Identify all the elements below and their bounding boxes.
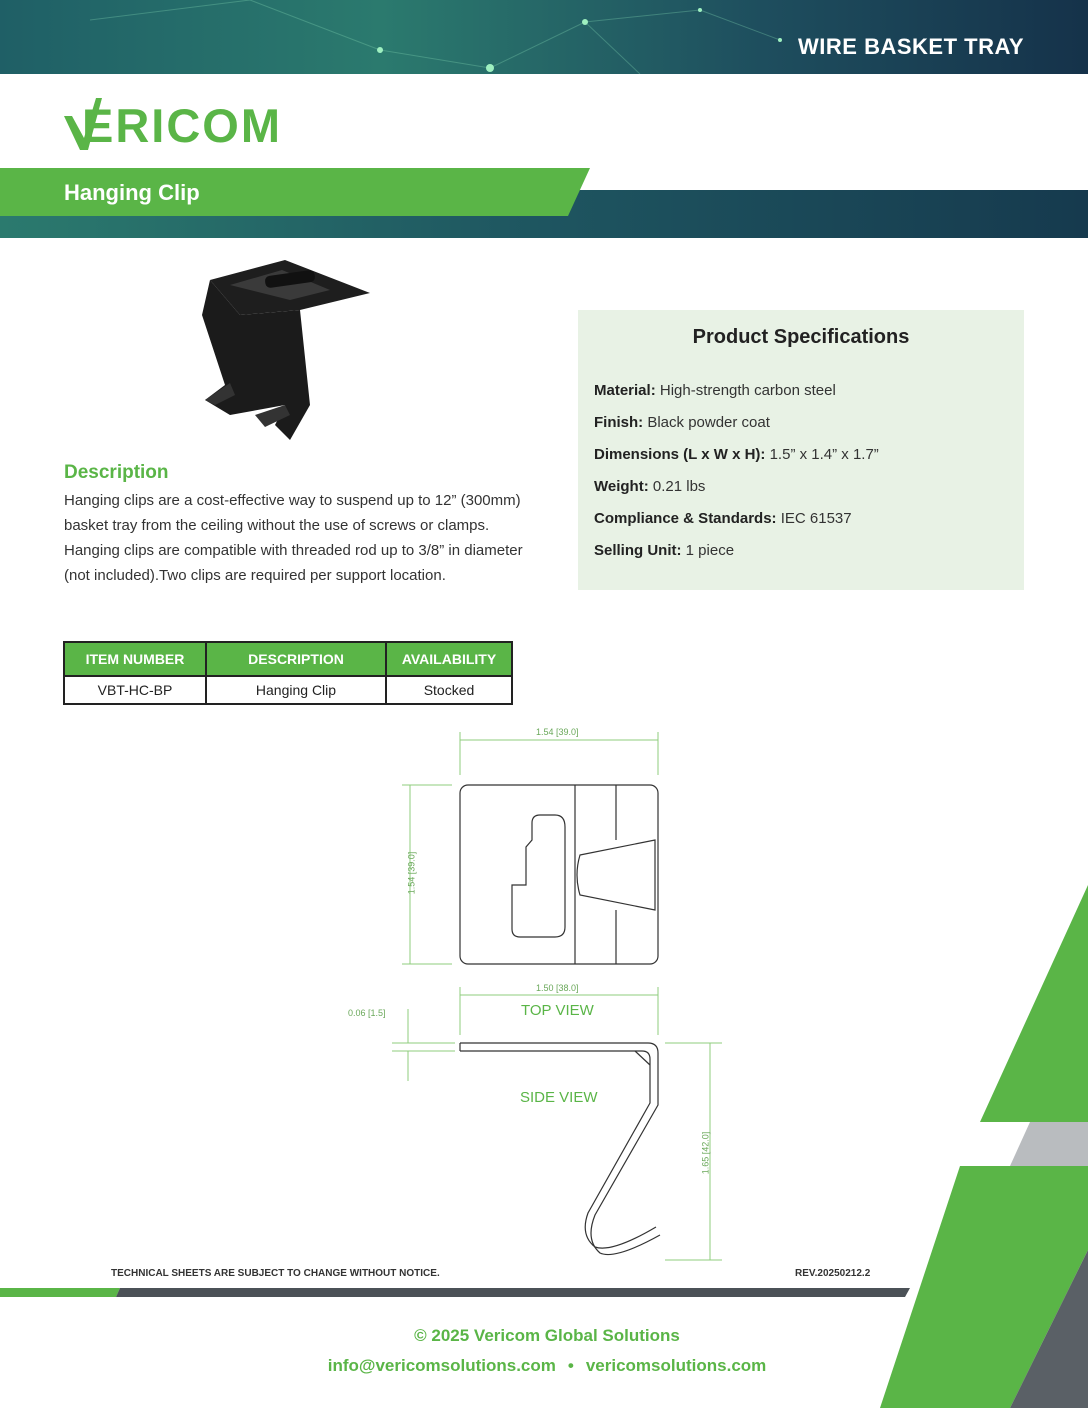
description-heading: Description xyxy=(64,462,169,483)
dim-thickness: 0.06 [1.5] xyxy=(348,1008,386,1018)
item-table xyxy=(63,641,513,705)
separator: • xyxy=(567,1356,574,1375)
specs-heading: Product Specifications xyxy=(692,326,910,348)
specs-box xyxy=(578,310,1024,590)
table-header-row xyxy=(64,642,512,676)
spec-item: Material: High-strength carbon steel xyxy=(594,382,836,399)
revision-code: REV.20250212.2 xyxy=(795,1268,871,1279)
spec-item: Compliance & Standards: IEC 61537 xyxy=(594,510,852,527)
description-body: Hanging clips are a cost-effective way to suspend up to 12” (300mm) basket tray from the ceiling without the use of screws or clamps. Hanging clips are compatible with threaded rod up to 3/8” in diameter (not included).Two clips are required per support location. xyxy=(64,492,523,584)
spec-item: Dimensions (L x W x H): 1.5” x 1.4” x 1.7” xyxy=(594,446,879,463)
spec-item: Weight: 0.21 lbs xyxy=(594,478,706,495)
product-title: Hanging Clip xyxy=(64,180,200,205)
table-row xyxy=(64,676,512,704)
category-title: WIRE BASKET TRAY xyxy=(798,34,1024,59)
top-view-label: TOP VIEW xyxy=(521,1002,594,1019)
vericom-logo xyxy=(62,94,332,154)
table-cell: VBT-HC-BP xyxy=(64,676,206,704)
product-image xyxy=(190,255,380,450)
dim-top-height: 1.54 [39.0] xyxy=(406,851,417,895)
dim-top-width: 1.54 [39.0] xyxy=(536,727,579,737)
spec-item: Selling Unit: 1 piece xyxy=(594,542,735,559)
spec-item: Finish: Black powder coat xyxy=(594,414,770,431)
change-notice: TECHNICAL SHEETS ARE SUBJECT TO CHANGE WITHOUT NOTICE. xyxy=(111,1268,440,1279)
side-view-label: SIDE VIEW xyxy=(520,1089,598,1106)
email-link[interactable]: info@vericomsolutions.com xyxy=(327,1356,556,1375)
copyright: © 2025 Vericom Global Solutions xyxy=(414,1326,680,1345)
website-link[interactable]: vericomsolutions.com xyxy=(585,1356,767,1375)
top-banner xyxy=(0,0,1088,74)
table-cell: Hanging Clip xyxy=(206,676,386,704)
dim-side-height: 1.65 [42.0] xyxy=(700,1131,711,1175)
table-header: ITEM NUMBER xyxy=(64,642,206,676)
technical-drawing xyxy=(330,715,730,1275)
dim-side-width: 1.50 [38.0] xyxy=(536,983,579,993)
footer-bar xyxy=(0,1288,910,1297)
table-cell: Stocked xyxy=(386,676,512,704)
logo-wordmark: ERICOM xyxy=(82,99,282,152)
contact-line xyxy=(0,1356,1088,1376)
table-header: AVAILABILITY xyxy=(386,642,512,676)
table-header: DESCRIPTION xyxy=(206,642,386,676)
